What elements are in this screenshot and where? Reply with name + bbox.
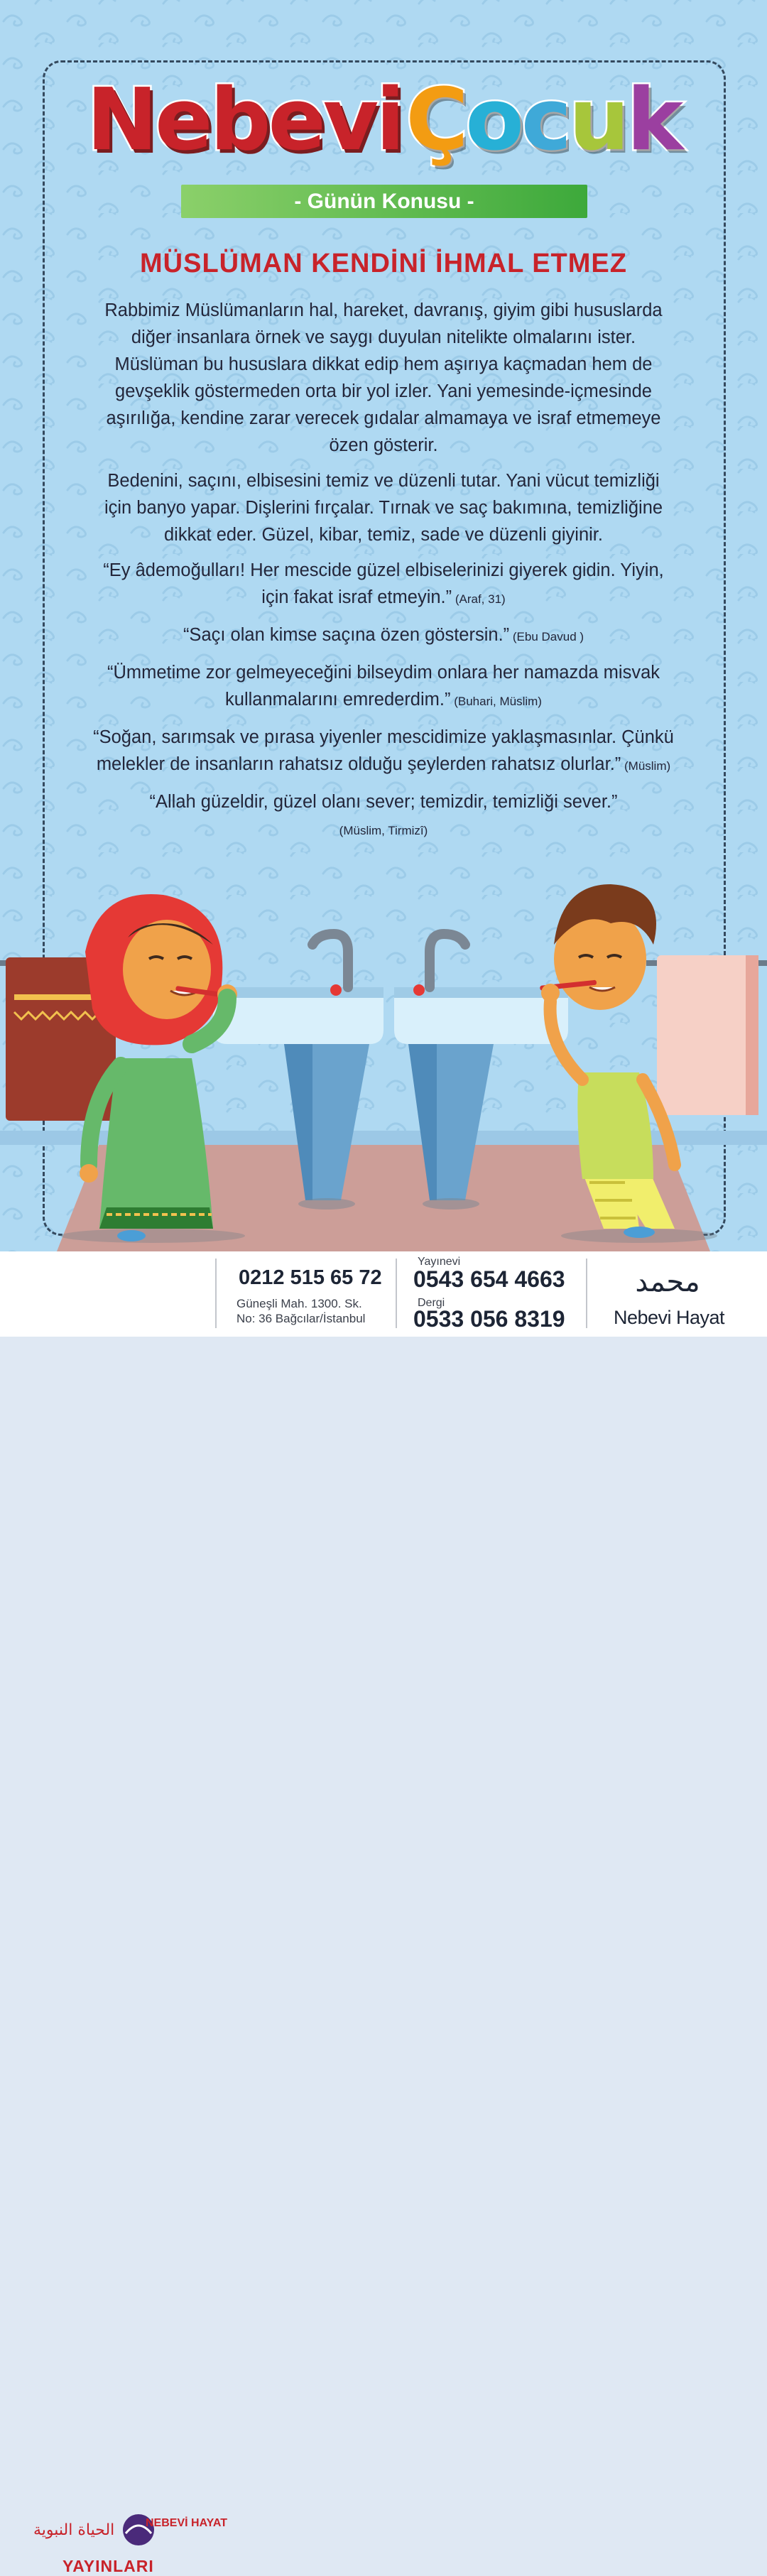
publisher-name: YAYINLARI: [62, 2557, 154, 2575]
title-cocuk: [406, 67, 680, 174]
quote-text: “Ümmetime zor gelmeyeceğini bilseydim onlara her namazda misvak kullanmalarını emrederdim.”: [107, 663, 660, 710]
subtitle-banner: - Günün Konusu -: [181, 185, 587, 218]
phone-main[interactable]: 0212 515 65 72: [239, 1266, 382, 1289]
logo-latin-text: NEBEVİ HAYAT: [146, 2517, 227, 2529]
title-nebevi: Nebevi: [86, 71, 403, 170]
address-line-2: No: 36 Bağcılar/İstanbul: [236, 1312, 366, 1325]
yayinevi-phone[interactable]: 0543 654 4663: [413, 1266, 565, 1292]
title-letter: o: [465, 71, 521, 170]
quote-source: (Müslim): [621, 759, 671, 773]
footer-divider: [215, 1259, 217, 1328]
yayinevi-label: Yayınevi: [418, 1256, 461, 1268]
article-body: [92, 297, 675, 844]
towel-edge: [746, 955, 758, 1115]
quote-4: [92, 724, 675, 780]
quote-source: (Buhari, Müslim): [450, 695, 542, 708]
brand-name: Nebevi Hayat: [613, 1307, 725, 1328]
quote-text: “Allah güzeldir, güzel olanı sever; temizdir, temizliği sever.”: [149, 792, 618, 812]
quote-5: [92, 788, 675, 844]
calligraphy-logo-icon: [625, 1256, 710, 1305]
title-letter: u: [568, 71, 627, 170]
address-line-1: Güneşli Mah. 1300. Sk.: [236, 1297, 362, 1310]
logo-arabic-text: الحياة النبوية: [33, 2521, 115, 2539]
quote-2: [92, 621, 675, 651]
title-letter: k: [626, 71, 681, 170]
dergi-label: Dergi: [418, 1297, 445, 1309]
dergi-phone[interactable]: 0533 056 8319: [413, 1306, 565, 1332]
quote-1: [92, 557, 675, 613]
bathroom-illustration: [0, 866, 767, 1251]
article-heading: MÜSLÜMAN KENDİNİ İHMAL ETMEZ: [140, 249, 627, 278]
quote-source: (Araf, 31): [452, 592, 506, 606]
poster-title: [0, 67, 767, 181]
footer-divider: [586, 1259, 587, 1328]
calligraphy-text: محمد: [635, 1266, 700, 1298]
footer-divider: [396, 1259, 397, 1328]
paragraph-2: Bedenini, saçını, elbisesini temiz ve düzenli tutar. Yani vücut temizliği için banyo yapar. Dişlerini fırçalar. Tırnak ve saç bakımına, temizliğine dikkat eder. Güzel, kibar, temiz, sade ve düzenli giyinir.: [104, 471, 663, 545]
poster: [0, 0, 767, 1251]
quote-text: “Soğan, sarımsak ve pırasa yiyenler mescidimize yaklaşmasınlar. Çünkü melekler de insanların rahatsız olduğu şeylerden rahatsız olurlar.”: [93, 727, 674, 774]
quote-source: (Müslim, Tirmizî): [339, 824, 428, 837]
quote-text: “Ey âdemoğulları! Her mescide güzel elbiselerinizi giyerek gidin. Yiyin, için fakat israf etmeyin.”: [103, 560, 664, 607]
quote-source: (Ebu Davud ): [509, 630, 584, 643]
paragraph-1: Rabbimiz Müslümanların hal, hareket, davranış, giyim gibi hususlarda diğer insanlara örnek ve saygı duyulan nitelikte olmalarını ister. Müslüman bu hususlara dikkat edip hem aşırıya kaçmadan hem de gevşeklik göstermeden orta bir yol izler. Yani yemesinde-içmesinde aşırılığa, kendine zarar verecek gıdalar almamaya ve israf etmemeye özen gösterir.: [104, 300, 663, 455]
quote-text: “Saçı olan kimse saçına özen göstersin.”: [183, 625, 510, 645]
towel-right-icon: [657, 955, 756, 1115]
title-letter: Ç: [406, 71, 466, 170]
title-letter: c: [521, 71, 569, 170]
quote-3: [92, 659, 675, 715]
